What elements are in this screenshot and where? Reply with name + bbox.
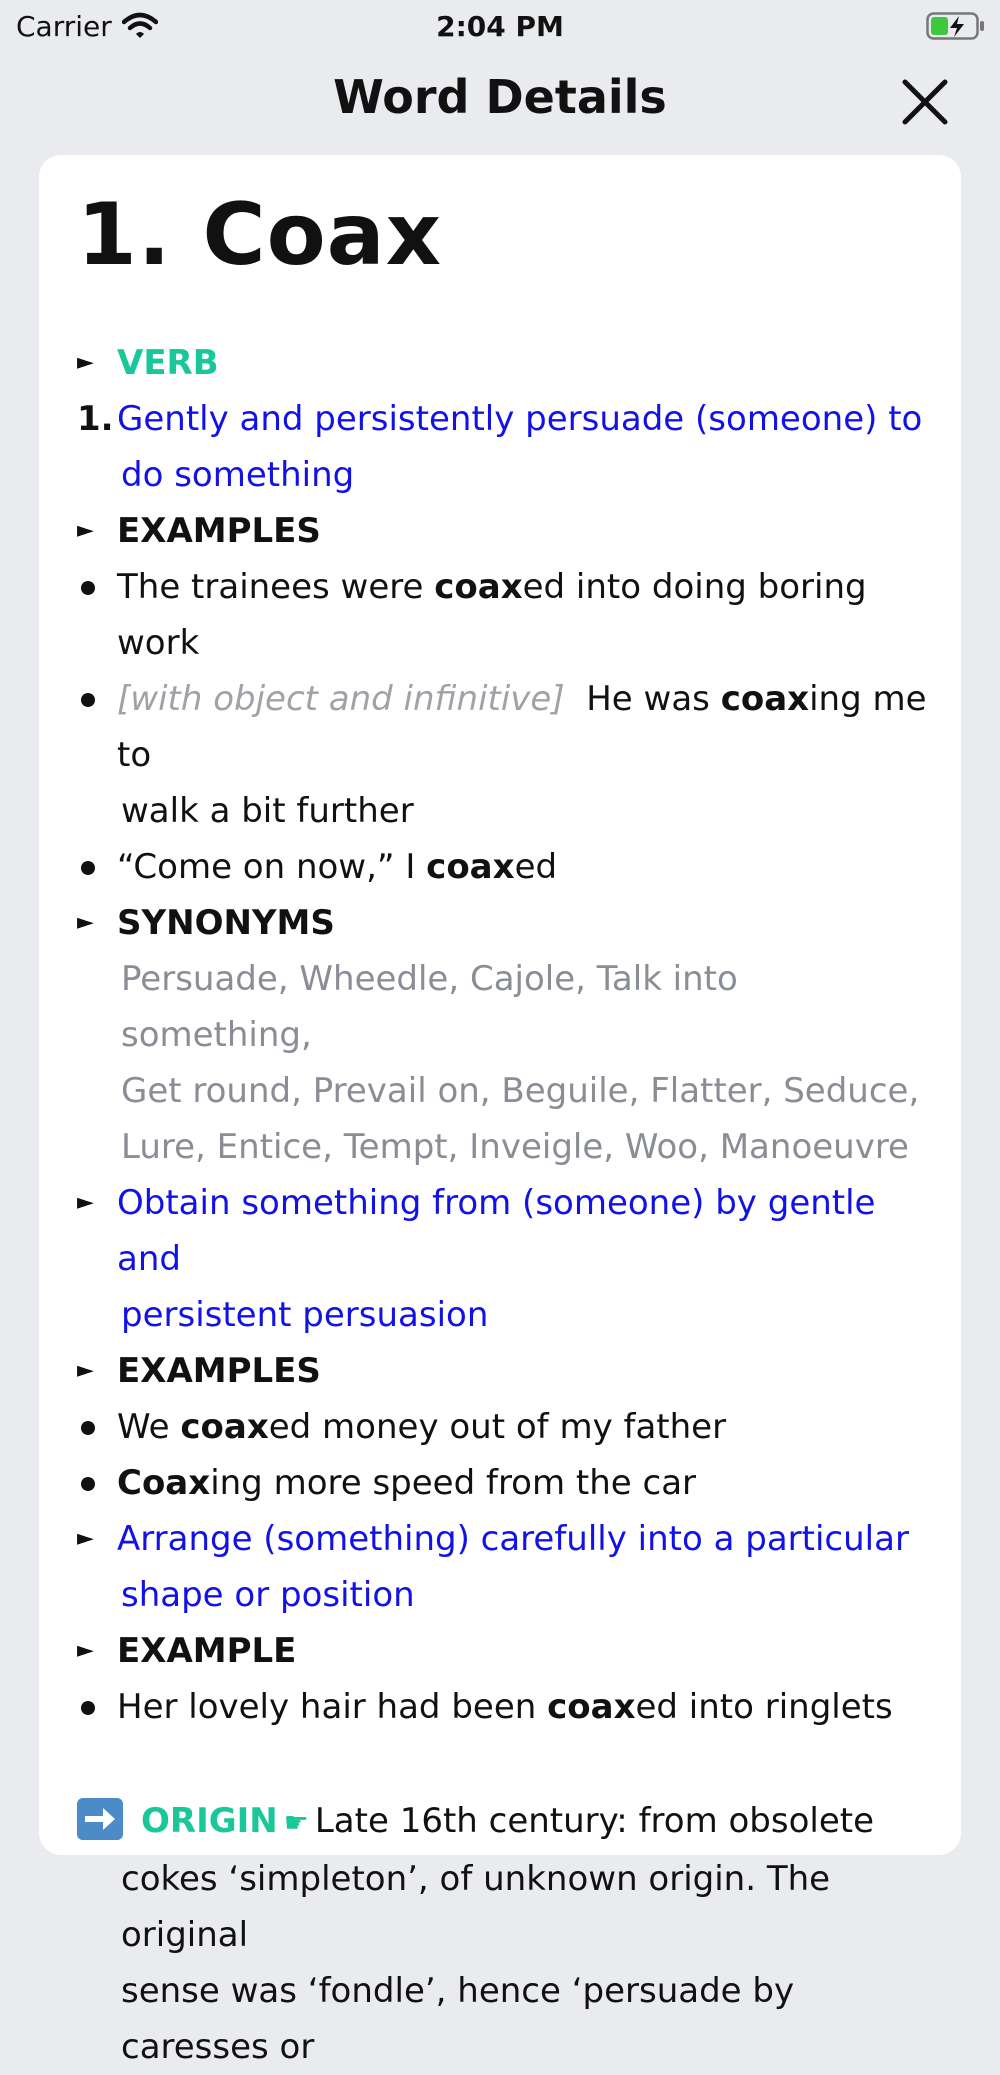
carrier-label: Carrier bbox=[16, 10, 112, 43]
sense-3-definition-cont bbox=[77, 1567, 937, 1623]
origin-section bbox=[77, 1793, 937, 2075]
example-heading-row bbox=[77, 1623, 937, 1679]
part-of-speech: VERB bbox=[117, 343, 219, 383]
close-button[interactable] bbox=[895, 72, 955, 132]
definition-line: do something bbox=[121, 455, 355, 495]
sense-3-definition bbox=[77, 1511, 937, 1567]
synonyms-heading: SYNONYMS bbox=[117, 903, 335, 943]
bullet-icon bbox=[81, 1701, 95, 1715]
example-text: ed money out of my father bbox=[268, 1407, 727, 1447]
definition-line: persistent persuasion bbox=[121, 1295, 489, 1335]
example-text: Her lovely hair had been bbox=[117, 1687, 548, 1727]
example-item bbox=[77, 839, 937, 895]
origin-text-cont: cokes ‘simpleton’, of unknown origin. The original bbox=[121, 1859, 831, 1955]
right-arrow-icon bbox=[77, 1798, 123, 1840]
example-item bbox=[77, 1679, 937, 1735]
bullet-icon bbox=[81, 1477, 95, 1491]
definition-line: Gently and persistently persuade (someone) to bbox=[117, 399, 923, 439]
origin-text-cont: sense was ‘fondle’, hence ‘persuade by caresses or bbox=[121, 1971, 795, 2067]
keyword: coax bbox=[434, 567, 523, 607]
definition-line: Arrange (something) carefully into a particular bbox=[117, 1519, 909, 1559]
keyword: coax bbox=[547, 1687, 636, 1727]
sense-2-definition-cont bbox=[77, 1287, 937, 1343]
keyword: coax bbox=[720, 679, 810, 719]
page-title: Word Details bbox=[333, 70, 667, 124]
synonyms-list: Get round, Prevail on, Beguile, Flatter, Seduce, bbox=[121, 1071, 920, 1111]
example-text: He was bbox=[586, 679, 721, 719]
examples-heading-row bbox=[77, 1343, 937, 1399]
bullet-icon bbox=[81, 693, 95, 707]
triangle-marker-icon: ► bbox=[77, 1526, 94, 1551]
battery-icon bbox=[926, 12, 986, 40]
sense-1-definition-cont bbox=[77, 447, 937, 503]
example-item bbox=[77, 671, 937, 783]
example-text: ed into doing boring work bbox=[117, 567, 867, 663]
example-text: We bbox=[117, 1407, 181, 1447]
examples-heading-row bbox=[77, 503, 937, 559]
nav-bar bbox=[0, 50, 1000, 150]
keyword: coax bbox=[180, 1407, 269, 1447]
definition-line: shape or position bbox=[121, 1575, 415, 1615]
keyword: coax bbox=[426, 847, 515, 887]
example-item bbox=[77, 1455, 937, 1511]
pointing-hand-icon: ☛ bbox=[283, 1806, 309, 1839]
triangle-marker-icon: ► bbox=[77, 1190, 94, 1215]
example-item-cont bbox=[77, 783, 937, 839]
status-time: 2:04 PM bbox=[436, 10, 564, 43]
example-item bbox=[77, 559, 937, 671]
example-text: ing more speed from the car bbox=[210, 1463, 697, 1503]
example-text: “Come on now,” I bbox=[117, 847, 427, 887]
triangle-marker-icon: ► bbox=[77, 1358, 94, 1383]
part-of-speech-row bbox=[77, 335, 937, 391]
bullet-icon bbox=[81, 861, 95, 875]
keyword: Coax bbox=[117, 1463, 211, 1503]
bullet-icon bbox=[81, 1421, 95, 1435]
example-text: ed bbox=[514, 847, 558, 887]
example-text: The trainees were bbox=[117, 567, 435, 607]
examples-heading: EXAMPLES bbox=[117, 1351, 321, 1391]
triangle-marker-icon: ► bbox=[77, 518, 94, 543]
grammar-note: [with object and infinitive] bbox=[117, 679, 565, 719]
example-text: walk a bit further bbox=[121, 791, 414, 831]
synonyms-list: Persuade, Wheedle, Cajole, Talk into something, bbox=[121, 959, 738, 1055]
example-text: ed into ringlets bbox=[635, 1687, 893, 1727]
synonyms-heading-row bbox=[77, 895, 937, 951]
close-icon bbox=[905, 82, 945, 122]
example-heading: EXAMPLE bbox=[117, 1631, 297, 1671]
origin-text: Late 16th century: from obsolete bbox=[314, 1801, 875, 1841]
word-entry bbox=[77, 185, 937, 2075]
sense-2-definition bbox=[77, 1175, 937, 1287]
origin-label: ORIGIN bbox=[141, 1801, 278, 1841]
example-item bbox=[77, 1399, 937, 1455]
word-title: 1. Coax bbox=[77, 185, 443, 285]
word-detail-card bbox=[39, 155, 961, 2067]
status-bar bbox=[0, 0, 1000, 50]
sense-1-definition bbox=[77, 391, 937, 447]
examples-heading: EXAMPLES bbox=[117, 511, 321, 551]
example-text: ing me to bbox=[117, 679, 927, 775]
triangle-marker-icon: ► bbox=[77, 910, 94, 935]
triangle-marker-icon: ► bbox=[77, 1638, 94, 1663]
definition-line: Obtain something from (someone) by gentle and bbox=[117, 1183, 876, 1279]
triangle-marker-icon: ► bbox=[77, 350, 94, 375]
bullet-icon bbox=[81, 581, 95, 595]
synonyms-list: Lure, Entice, Tempt, Inveigle, Woo, Manoeuvre bbox=[121, 1127, 909, 1167]
sense-number: 1. bbox=[77, 399, 114, 439]
